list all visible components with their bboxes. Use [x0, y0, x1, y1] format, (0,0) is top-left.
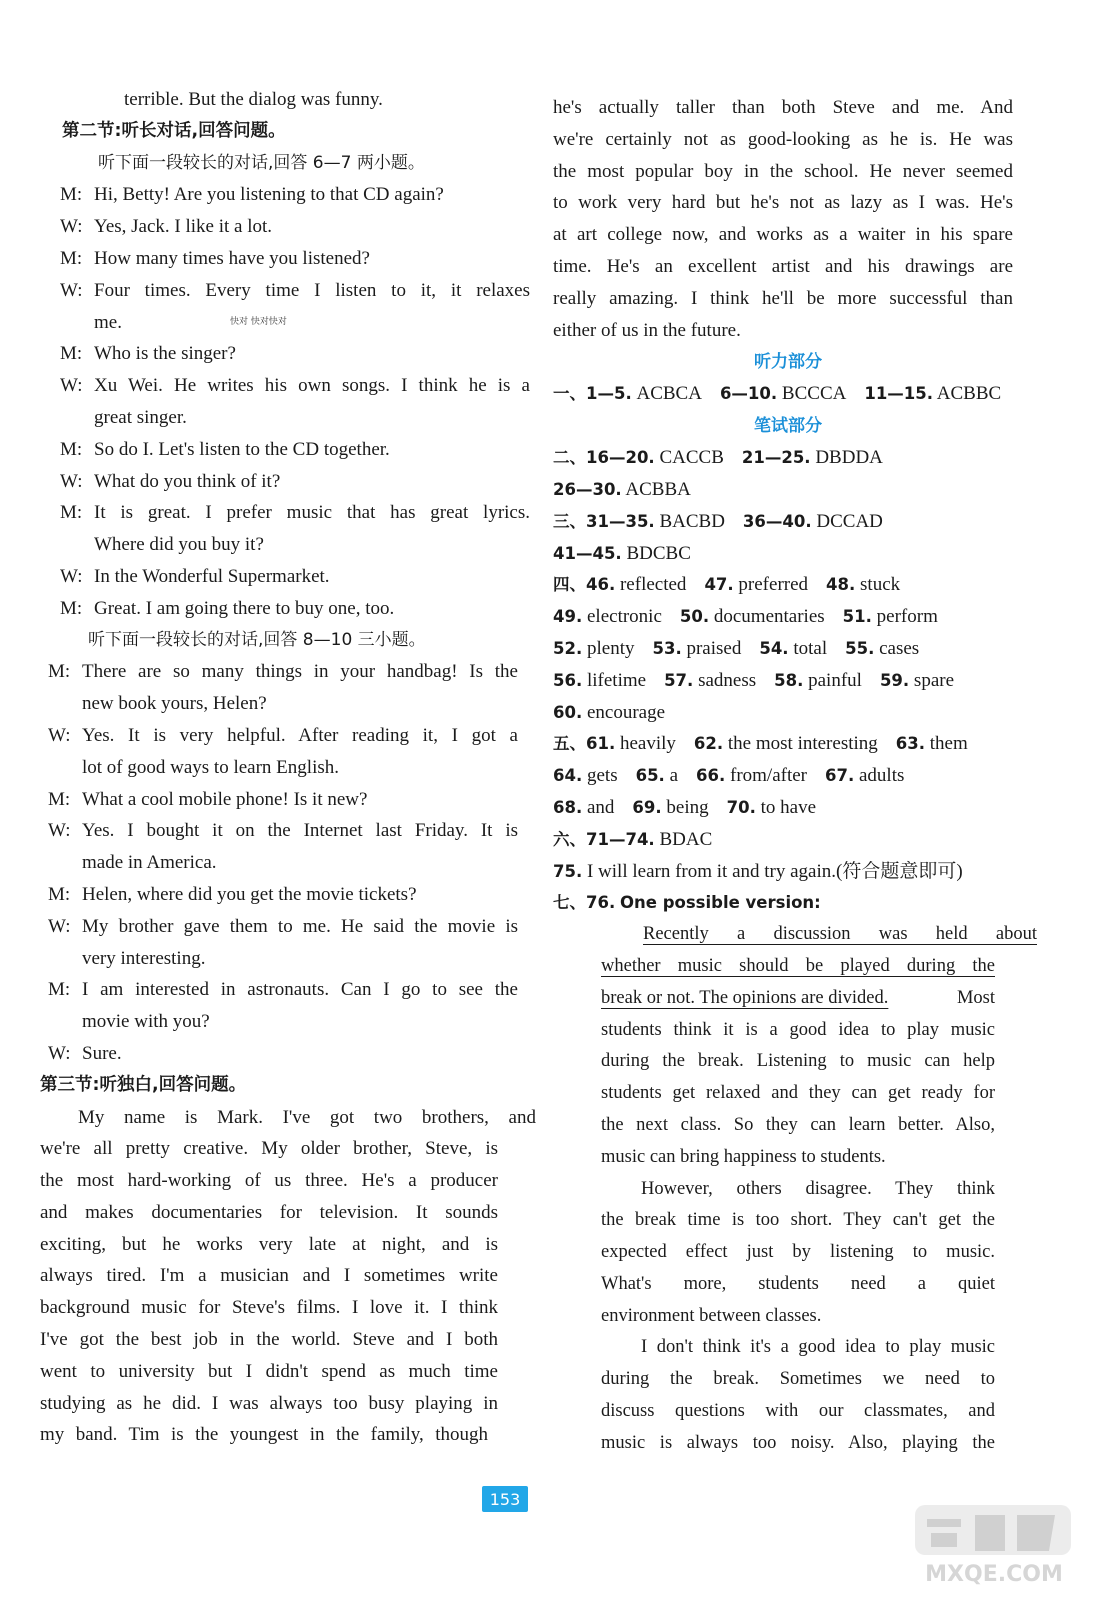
- dialog2: [40, 656, 520, 1069]
- speaker-label: W:: [48, 724, 71, 746]
- dialog-line: [40, 402, 520, 434]
- dialog-text: Sure.: [82, 1042, 122, 1064]
- dialog-line: [40, 593, 520, 625]
- dialog-line: [40, 561, 520, 593]
- dialog-line: [40, 243, 520, 275]
- answer-number: 56.: [553, 670, 583, 690]
- listening-answers: [553, 378, 1023, 410]
- answer-value: them: [925, 733, 968, 755]
- answer-number: 51.: [842, 607, 872, 627]
- monologue-line: at art college now, and works as a waiter in his spare: [553, 224, 1013, 246]
- watermark-icon: [909, 1501, 1079, 1593]
- monologue-line: background music for Steve's films. I love it. I think: [40, 1297, 498, 1319]
- answer-line: [553, 824, 1023, 856]
- dialog-line: [40, 688, 520, 720]
- essay-line: I don't think it's a good idea to play music: [641, 1337, 995, 1358]
- essay-text: Most: [956, 987, 995, 1008]
- answer-line: [553, 601, 1023, 633]
- answer-line: [553, 474, 1023, 506]
- answer-value: spare: [909, 669, 955, 691]
- essay-line: the next class. So they can learn better. Also,: [601, 1114, 995, 1135]
- answer-number: 71—74.: [586, 829, 655, 849]
- intro-line: terrible. But the dialog was funny.: [124, 89, 383, 110]
- answer-value: adults: [854, 765, 905, 787]
- essay-line: [601, 983, 995, 1015]
- answer-section: 三、: [553, 511, 586, 531]
- monologue-line: exciting, but he works very late at night, and is: [40, 1233, 498, 1255]
- answer-value: being: [661, 796, 709, 818]
- monologue-line: we're all pretty creative. My older brother, Steve, is: [40, 1138, 498, 1160]
- answer-value: gets: [582, 765, 618, 787]
- answer-number: 65.: [635, 766, 665, 786]
- section2-heading: 第二节:听长对话,回答问题。: [62, 120, 286, 141]
- answer-value: reflected: [615, 574, 687, 596]
- dialog-text: Yes. It is very helpful. After reading it, I got a: [82, 724, 518, 746]
- answer-value: plenty: [582, 637, 635, 659]
- answer-value: lifetime: [582, 669, 647, 691]
- essay-line: during the break. Sometimes we need to: [601, 1369, 995, 1390]
- dialog-text: What do you think of it?: [94, 470, 281, 492]
- answer-line: [553, 506, 1023, 538]
- essay-line: [601, 951, 995, 983]
- answer-line: [553, 792, 1023, 824]
- essay-underlined: whether music should be played during the: [601, 955, 995, 976]
- essay-label: [553, 887, 1023, 919]
- writing-title: 笔试部分: [754, 416, 822, 437]
- dialog-text: made in America.: [82, 852, 217, 874]
- monologue-line: and makes documentaries for television. It sounds: [40, 1201, 498, 1223]
- answer-number: 26—30.: [553, 479, 622, 499]
- speaker-label: W:: [60, 470, 83, 492]
- dialog-line: [40, 529, 520, 561]
- dialog-text: There are so many things in your handbag! Is the: [82, 661, 518, 683]
- dialog-line: [40, 370, 530, 402]
- essay-number: 76.: [586, 893, 616, 913]
- answer-line: [553, 728, 1023, 760]
- essay-line: [601, 919, 1037, 951]
- dialog-text: It is great. I prefer music that has great lyrics.: [94, 502, 530, 524]
- speaker-label: W:: [60, 375, 83, 397]
- answer-value: DCCAD: [811, 510, 883, 532]
- essay-line: students think it is a good idea to play music: [601, 1019, 995, 1040]
- answer-value: I will learn from it and try again.(符合题意即可): [582, 860, 963, 882]
- answer-value: CACCB: [654, 447, 724, 469]
- dialog-line: [40, 275, 530, 307]
- dialog-text: great singer.: [94, 406, 187, 428]
- essay-line: music can bring happiness to students.: [601, 1146, 886, 1167]
- answer-section: 二、: [553, 448, 586, 468]
- left-column: [40, 84, 536, 1451]
- monologue-line: I've got the best job in the world. Steve and I both: [40, 1329, 498, 1351]
- answer-value: perform: [871, 606, 938, 628]
- speaker-label: M:: [60, 343, 83, 365]
- dialog-line: [40, 752, 520, 784]
- answer-number: 75.: [553, 861, 583, 881]
- dialog-text: Four times. Every time I listen to it, it relaxes: [94, 279, 530, 301]
- monologue: [40, 1102, 536, 1452]
- essay-underlined: Recently a discussion was held about: [643, 924, 1037, 945]
- answer-value: stuck: [855, 574, 901, 596]
- answer-number: 59.: [879, 670, 910, 690]
- answer-line: [553, 665, 1023, 697]
- monologue-line: studying as he did. I was always too busy playing in: [40, 1392, 498, 1414]
- speaker-label: W:: [60, 279, 83, 301]
- answer-number: 52.: [553, 638, 583, 658]
- answer-number: 6—10.: [719, 384, 778, 404]
- answer-value: cases: [874, 637, 920, 659]
- answer-number: 61.: [586, 734, 616, 754]
- dialog-line: [40, 784, 520, 816]
- page-number: 153: [482, 1486, 528, 1512]
- speaker-label: M:: [60, 247, 83, 269]
- dialog-line: [40, 943, 520, 975]
- answer-number: 60.: [553, 702, 583, 722]
- monologue-line: the most popular boy in the school. He never seemed: [553, 160, 1013, 182]
- answer-lines: [553, 442, 1023, 887]
- dialog-text: very interesting.: [82, 947, 206, 969]
- answer-section: 五、: [553, 734, 586, 754]
- answer-number: 50.: [679, 607, 710, 627]
- essay-line: What's more, students need a quiet: [601, 1273, 995, 1294]
- answer-value: the most interesting: [723, 733, 878, 755]
- essay-line: during the break. Listening to music can help: [601, 1051, 995, 1072]
- monologue-line: the most hard-working of us three. He's a producer: [40, 1170, 498, 1192]
- speaker-label: M:: [60, 502, 83, 524]
- essay: [553, 919, 1037, 1460]
- speaker-label: W:: [48, 915, 71, 937]
- answer-number: 36—40.: [742, 511, 812, 531]
- dialog1-instruction: 听下面一段较长的对话,回答 6—7 两小题。: [98, 152, 425, 173]
- essay-label-text: One possible version:: [619, 893, 821, 913]
- monologue-line: always tired. I'm a musician and I sometimes write: [40, 1265, 498, 1287]
- essay-line: students get relaxed and they can get ready for: [601, 1083, 995, 1104]
- margin-note: 快对 快对快对: [230, 317, 287, 327]
- dialog-text: Great. I am going there to buy one, too.: [94, 597, 395, 619]
- answer-value: praised: [681, 637, 742, 659]
- dialog-line: [40, 879, 520, 911]
- dialog-line: [40, 911, 518, 943]
- dialog-text: I am interested in astronauts. Can I go to see the: [82, 979, 518, 1001]
- watermark-text: MXQE.COM: [925, 1562, 1063, 1587]
- essay-section: 七、: [553, 893, 586, 913]
- answer-section: 四、: [553, 575, 586, 595]
- answer-number: 54.: [759, 638, 789, 658]
- answer-value: ACBCA: [631, 383, 702, 405]
- dialog-line: [40, 434, 520, 466]
- monologue-line: either of us in the future.: [553, 319, 741, 341]
- dialog-text: Xu Wei. He writes his own songs. I think he is a: [94, 375, 530, 397]
- speaker-label: M:: [60, 597, 83, 619]
- essay-underlined: break or not. The opinions are divided.: [601, 987, 889, 1008]
- answer-number: 16—20.: [586, 448, 655, 468]
- answer-line: [553, 856, 1023, 888]
- speaker-label: M:: [60, 184, 83, 206]
- answer-number: 68.: [553, 797, 583, 817]
- answer-number: 21—25.: [741, 448, 811, 468]
- dialog-text: My brother gave them to me. He said the movie is: [82, 915, 518, 937]
- answer-value: total: [788, 637, 828, 659]
- dialog-text: me.: [94, 311, 122, 333]
- dialog1: [40, 179, 530, 624]
- answer-section: 六、: [553, 829, 586, 849]
- answer-number: 70.: [726, 797, 756, 817]
- speaker-label: M:: [48, 979, 71, 1001]
- answer-value: BDAC: [654, 828, 713, 850]
- essay-line: expected effect just by listening to music.: [601, 1242, 995, 1263]
- dialog-text: Hi, Betty! Are you listening to that CD again?: [94, 184, 444, 206]
- dialog2-instruction: 听下面一段较长的对话,回答 8—10 三小题。: [88, 629, 426, 650]
- answer-value: preferred: [733, 574, 809, 596]
- dialog-line: [40, 211, 520, 243]
- dialog-line: [40, 466, 520, 498]
- answer-number: 64.: [553, 766, 583, 786]
- dialog-text: lot of good ways to learn English.: [82, 756, 339, 778]
- answer-value: and: [582, 796, 615, 818]
- answer-line: [553, 697, 1023, 729]
- answer-number: 57.: [664, 670, 694, 690]
- dialog-text: What a cool mobile phone! Is it new?: [82, 788, 368, 810]
- monologue-line: to work very hard but he's not as lazy as I was. He's: [553, 192, 1013, 214]
- answer-value: BCCCA: [777, 383, 847, 405]
- answer-value: from/after: [725, 765, 808, 787]
- speaker-label: W:: [48, 820, 71, 842]
- dialog-line: [40, 847, 520, 879]
- monologue-line: my band. Tim is the youngest in the family, though: [40, 1424, 488, 1446]
- essay-line: music is always too noisy. Also, playing the: [601, 1432, 995, 1453]
- answer-line: [553, 633, 1023, 665]
- dialog-text: How many times have you listened?: [94, 247, 370, 269]
- answer-number: 11—15.: [864, 384, 934, 404]
- speaker-label: M:: [48, 788, 71, 810]
- answer-value: electronic: [582, 606, 662, 628]
- essay-line: the break time is too short. They can't get the: [601, 1210, 995, 1231]
- dialog-text: In the Wonderful Supermarket.: [94, 565, 330, 587]
- speaker-label: W:: [48, 1042, 71, 1064]
- dialog-text: Yes. I bought it on the Internet last Friday. It is: [82, 820, 518, 842]
- monologue-line: time. He's an excellent artist and his drawings are: [553, 255, 1013, 277]
- answer-value: a: [664, 765, 679, 787]
- monologue-line: we're certainly not as good-looking as he is. He was: [553, 128, 1013, 150]
- answer-value: encourage: [582, 701, 666, 723]
- answer-line: [553, 569, 1023, 601]
- answer-number: 47.: [704, 575, 734, 595]
- dialog-line: [40, 656, 518, 688]
- dialog-text: Where did you buy it?: [94, 534, 264, 556]
- answer-number: 62.: [693, 734, 724, 754]
- answer-value: ACBBA: [621, 478, 691, 500]
- dialog-text: So do I. Let's listen to the CD together.: [94, 438, 390, 460]
- answer-line: [553, 538, 1023, 570]
- monologue-line: went to university but I didn't spend as much time: [40, 1360, 498, 1382]
- answer-number: 41—45.: [553, 543, 622, 563]
- dialog-line: [40, 974, 518, 1006]
- answer-value: documentaries: [709, 606, 825, 628]
- answer-line: [553, 760, 1023, 792]
- answer-number: 58.: [774, 670, 804, 690]
- answer-value: ACBBC: [933, 383, 1002, 405]
- answer-line: [553, 378, 1023, 410]
- speaker-label: W:: [60, 216, 83, 238]
- answer-section: 一、: [553, 384, 586, 404]
- speaker-label: M:: [48, 883, 71, 905]
- dialog-text: Helen, where did you get the movie tickets?: [82, 883, 417, 905]
- answer-number: 55.: [845, 638, 875, 658]
- dialog-text: Yes, Jack. I like it a lot.: [94, 216, 273, 238]
- answer-line: [553, 442, 1023, 474]
- answer-number: 63.: [895, 734, 926, 754]
- answer-value: heavily: [615, 733, 676, 755]
- answer-number: 46.: [586, 575, 616, 595]
- answer-number: 67.: [825, 766, 855, 786]
- dialog-text: Who is the singer?: [94, 343, 236, 365]
- answer-number: 66.: [696, 766, 726, 786]
- listening-title: 听力部分: [754, 352, 822, 373]
- speaker-label: M:: [48, 661, 71, 683]
- answer-number: 1—5.: [586, 384, 632, 404]
- dialog-line: [40, 720, 518, 752]
- answer-value: painful: [803, 669, 862, 691]
- dialog-line: [40, 179, 520, 211]
- answer-number: 48.: [826, 575, 856, 595]
- answer-value: sadness: [693, 669, 757, 691]
- answer-number: 69.: [632, 797, 662, 817]
- monologue-line: he's actually taller than both Steve and me. And: [553, 97, 1013, 118]
- essay-line: discuss questions with our classmates, and: [601, 1401, 995, 1422]
- answer-number: 53.: [652, 638, 682, 658]
- dialog-line: [40, 1006, 520, 1038]
- answer-number: 31—35.: [586, 511, 655, 531]
- section3-heading: 第三节:听独白,回答问题。: [40, 1074, 247, 1095]
- dialog-text: movie with you?: [82, 1011, 210, 1033]
- monologue-line: really amazing. I think he'll be more successful than: [553, 287, 1013, 309]
- essay-line: environment between classes.: [601, 1305, 822, 1326]
- dialog-line: [40, 815, 518, 847]
- dialog-text: new book yours, Helen?: [82, 693, 267, 715]
- speaker-label: M:: [60, 438, 83, 460]
- monologue-line: My name is Mark. I've got two brothers, and: [78, 1106, 536, 1128]
- essay-line: However, others disagree. They think: [641, 1178, 995, 1199]
- dialog-line: [40, 497, 530, 529]
- watermark-logo: [909, 1501, 1079, 1593]
- answer-value: BDCBC: [621, 542, 691, 564]
- dialog-line: [40, 338, 520, 370]
- speaker-label: W:: [60, 565, 83, 587]
- answer-value: BACBD: [654, 510, 725, 532]
- right-column: [553, 92, 1037, 1460]
- answer-value: to have: [755, 796, 817, 818]
- monologue-continued: [553, 92, 1023, 346]
- answer-number: 49.: [553, 607, 583, 627]
- answer-value: DBDDA: [810, 447, 883, 469]
- dialog-line: [40, 1038, 520, 1070]
